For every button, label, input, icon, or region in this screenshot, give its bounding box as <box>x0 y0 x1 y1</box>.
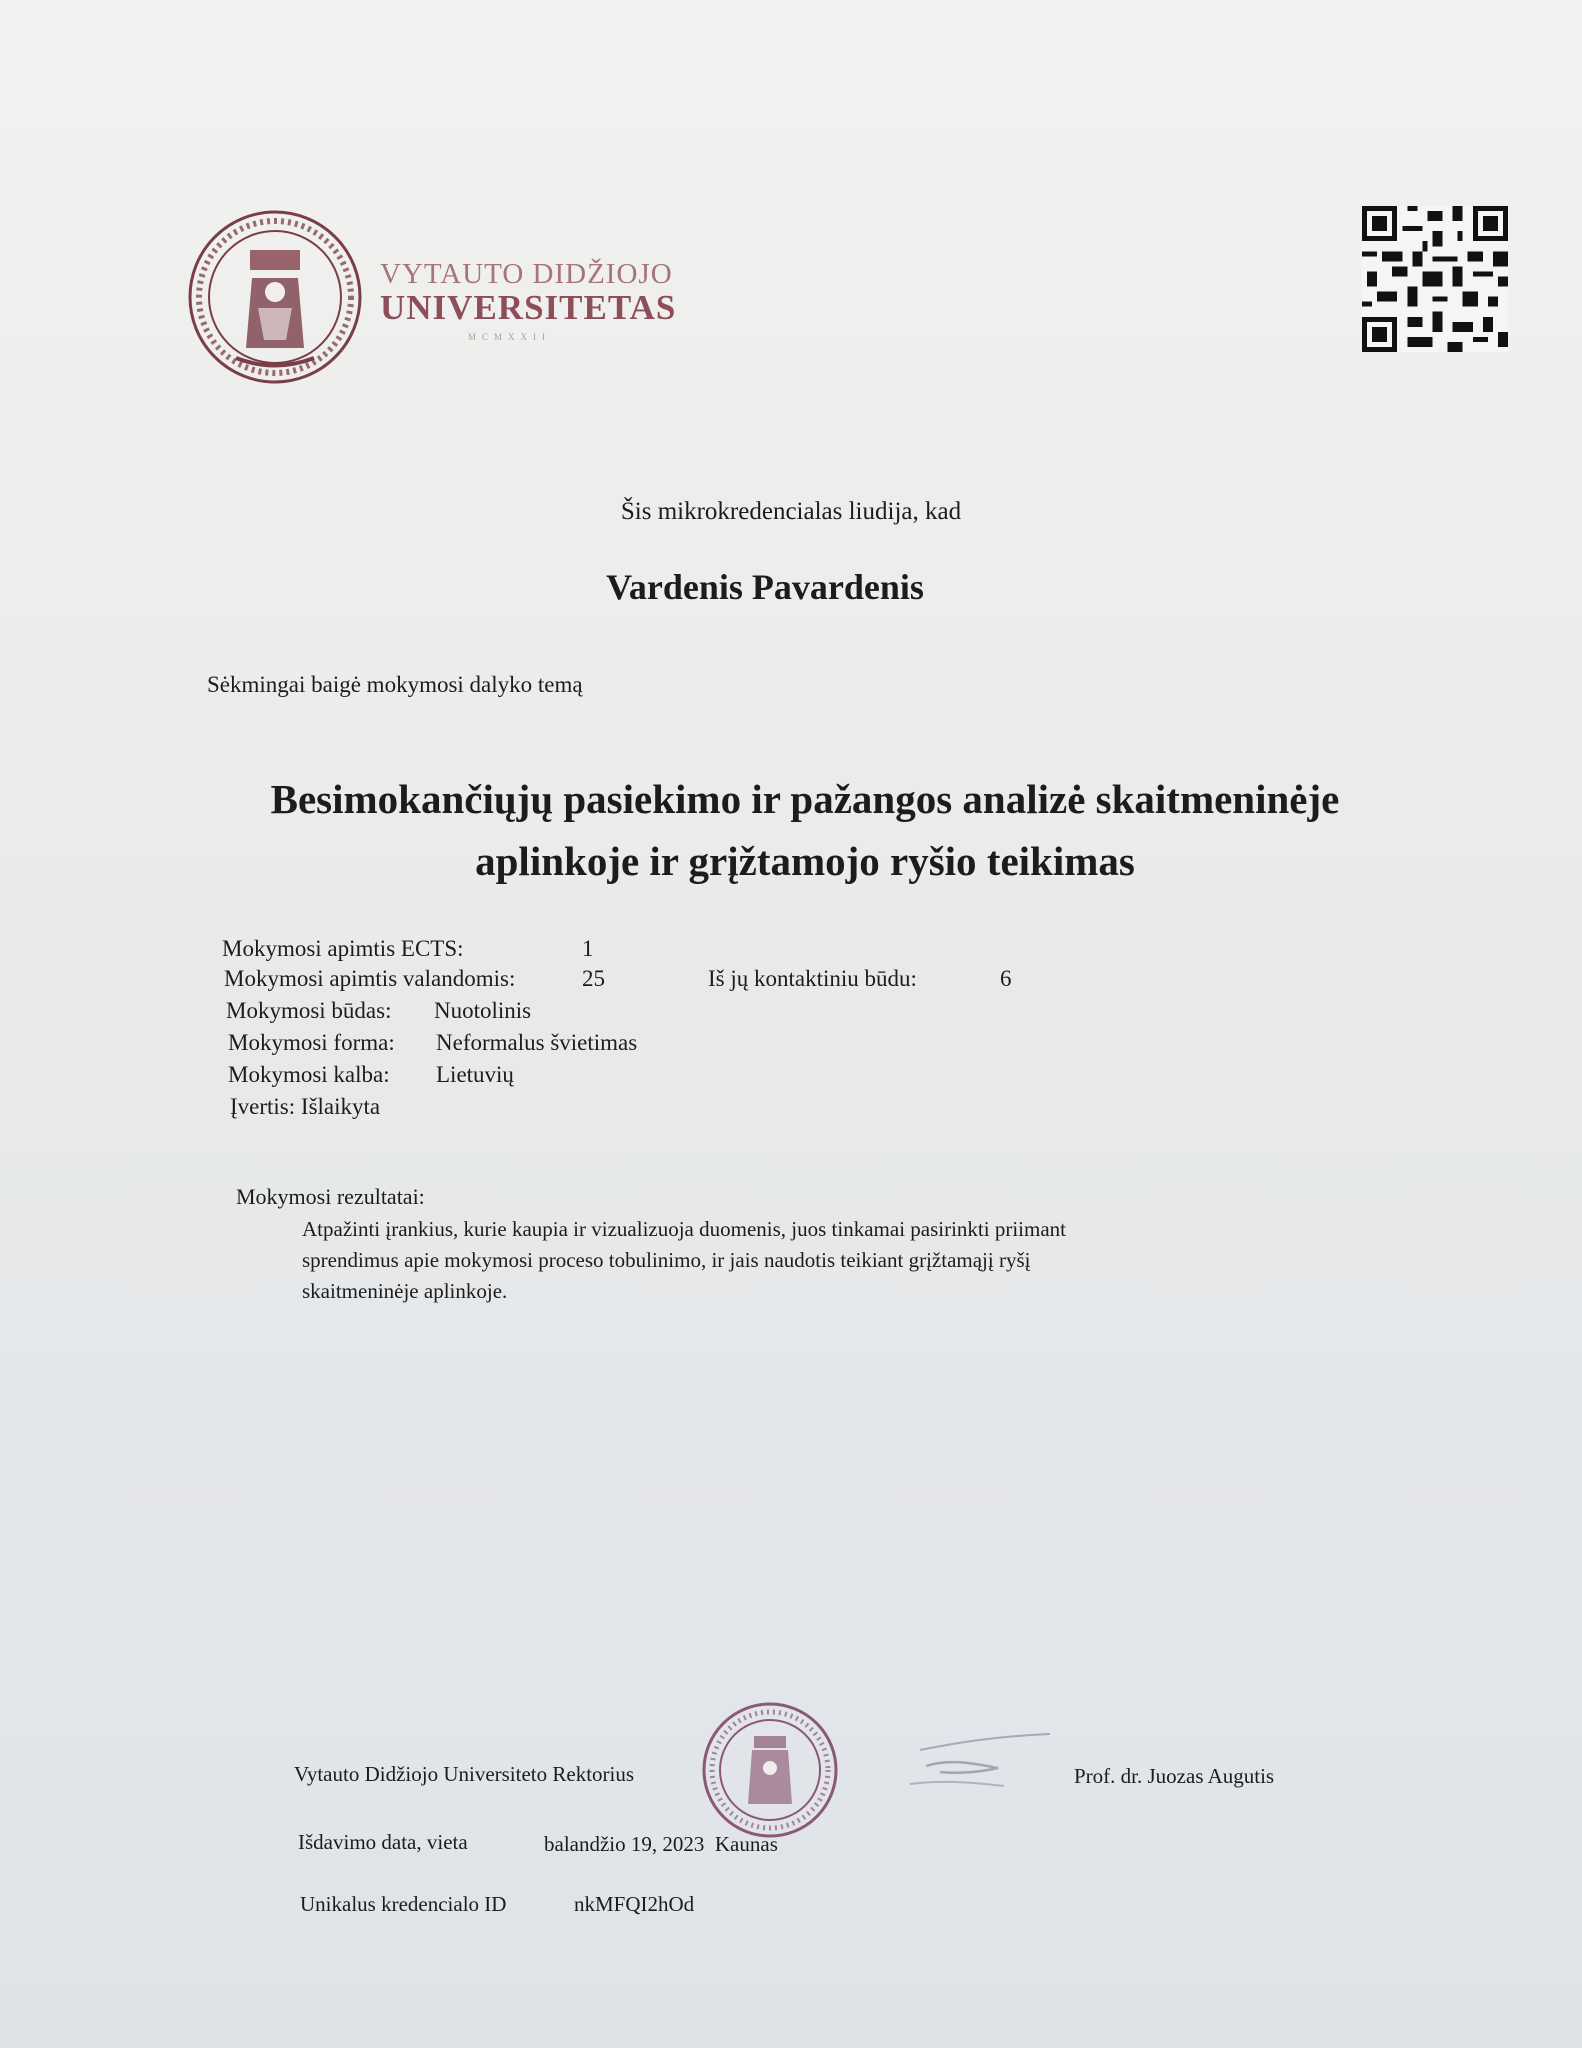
form-label: Mokymosi forma: <box>228 1030 395 1055</box>
university-seal-icon <box>186 208 364 386</box>
results-line2: sprendimus apie mokymosi proceso tobulinimo, ir jais naudotis teikiant grįžtamąjį ryšį <box>302 1248 1031 1272</box>
issue-label: Išdavimo data, vieta <box>298 1830 468 1854</box>
language-value: Lietuvių <box>436 1062 514 1087</box>
grade-label: Įvertis: <box>230 1094 296 1119</box>
signature-icon <box>880 1728 1080 1808</box>
language-label: Mokymosi kalba: <box>228 1062 390 1087</box>
ects-label: Mokymosi apimtis ECTS: <box>222 936 464 961</box>
completion-statement: Sėkmingai baigė mokymosi dalyko temą <box>207 672 583 697</box>
results-line3: skaitmeninėje aplinkoje. <box>302 1279 508 1303</box>
ects-value: 1 <box>582 936 594 961</box>
course-title <box>150 768 1460 892</box>
qr-code-icon <box>1362 206 1508 352</box>
university-name-line2: UNIVERSITETAS <box>380 288 677 327</box>
mode-label: Mokymosi būdas: <box>226 998 392 1023</box>
course-title-line2: aplinkoje ir grįžtamojo ryšio teikimas <box>475 838 1135 884</box>
recipient-name: Vardenis Pavardenis <box>606 567 924 607</box>
results-label: Mokymosi rezultatai: <box>236 1184 425 1209</box>
rector-name: Prof. dr. Juozas Augutis <box>1074 1764 1275 1788</box>
university-founding-year: MCMXXII <box>468 332 552 342</box>
grade-value: Išlaikyta <box>300 1094 381 1119</box>
ects-row <box>222 936 464 962</box>
results-line1: Atpažinti įrankius, kurie kaupia ir vizualizuoja duomenis, juos tinkamai pasirinkti priimant <box>302 1217 1066 1241</box>
contact-hours-value: 6 <box>1000 966 1012 991</box>
hours-label: Mokymosi apimtis valandomis: <box>224 966 516 991</box>
rector-label: Vytauto Didžiojo Universiteto Rektorius <box>294 1762 635 1786</box>
course-title-line1: Besimokančiųjų pasiekimo ir pažangos analizė skaitmeninėje <box>270 776 1340 822</box>
results-text <box>302 1214 1302 1307</box>
contact-hours-label: Iš jų kontaktiniu būdu: <box>708 966 917 991</box>
issue-value: balandžio 19, 2023 Kaunas <box>544 1832 778 1856</box>
credential-id-value: nkMFQI2hOd <box>574 1892 695 1916</box>
mode-value: Nuotolinis <box>434 998 532 1023</box>
university-name-line1: VYTAUTO DIDŽIOJO <box>380 258 673 290</box>
hours-value: 25 <box>582 966 605 991</box>
credential-id-label: Unikalus kredencialo ID <box>300 1892 507 1916</box>
attestation-text: Šis mikrokredencialas liudija, kad <box>620 498 962 525</box>
form-value: Neformalus švietimas <box>436 1030 638 1055</box>
official-stamp-icon <box>700 1700 840 1840</box>
grade-row <box>230 1094 380 1120</box>
